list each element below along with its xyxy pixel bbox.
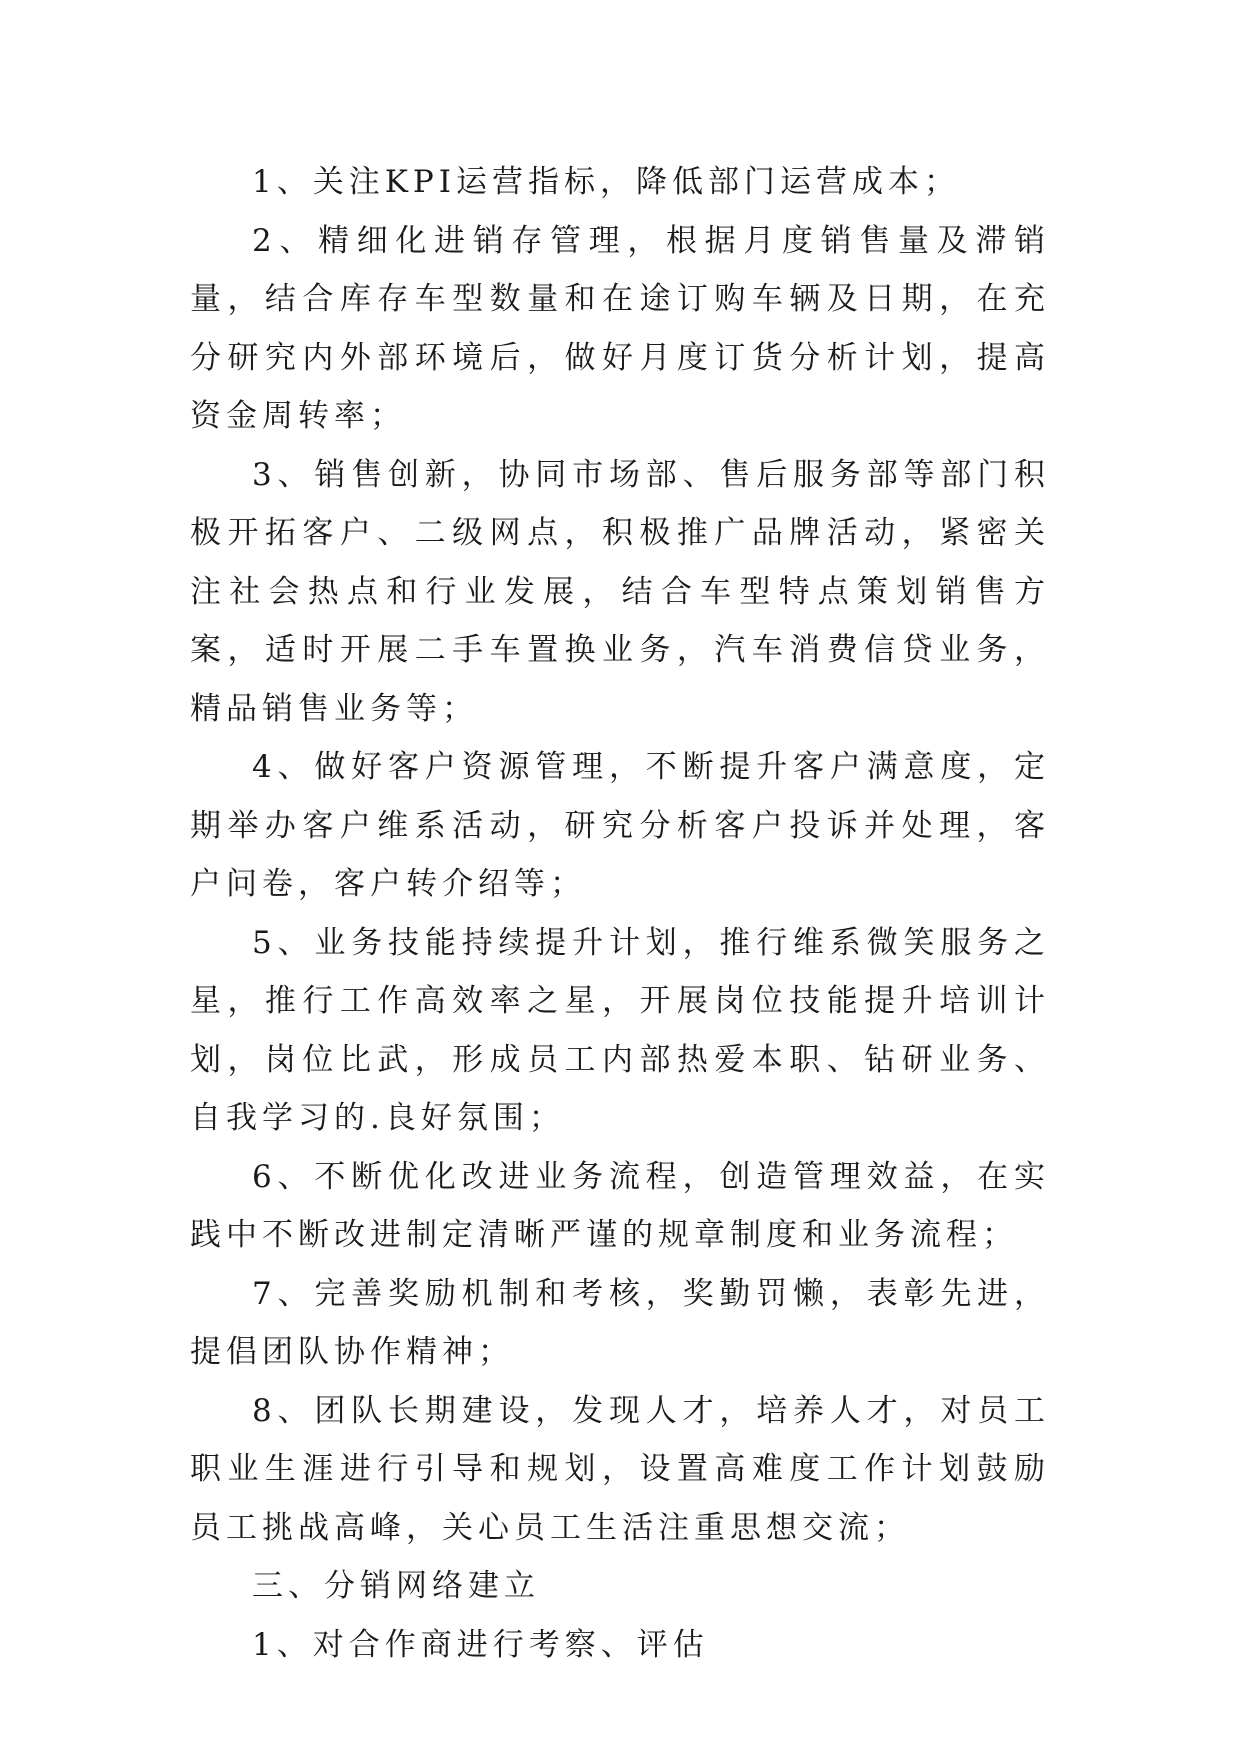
paragraph-item-3: 3、销售创新，协同市场部、售后服务部等部门积极开拓客户、二级网点，积极推广品牌活动，紧密关注社会热点和行业发展，结合车型特点策划销售方案，适时开展二手车置换业务，汽车消费信贷业务，精品销售业务等； bbox=[190, 456, 1050, 727]
paragraph-item-section-1: 1、对合作商进行考察、评估 bbox=[252, 1626, 709, 1663]
paragraph-item-6: 6、不断优化改进业务流程，创造管理效益，在实践中不断改进制定清晰严谨的规章制度和业务流程； bbox=[190, 1158, 1050, 1253]
section-heading: 三、分销网络建立 bbox=[252, 1568, 540, 1604]
document-body bbox=[190, 153, 1050, 1674]
paragraph-item-2: 2、精细化进销存管理，根据月度销售量及滞销量，结合库存车型数量和在途订购车辆及日期，在充分研究内外部环境后，做好月度订货分析计划，提高资金周转率； bbox=[190, 222, 1050, 434]
paragraph-item-1: 1、关注KPI运营指标，降低部门运营成本； bbox=[252, 164, 960, 200]
paragraph-item-4: 4、做好客户资源管理，不断提升客户满意度，定期举办客户维系活动，研究分析客户投诉并处理，客户问卷，客户转介绍等； bbox=[190, 749, 1050, 902]
paragraph-item-7: 7、完善奖励机制和考核，奖勤罚懒，表彰先进，提倡团队协作精神； bbox=[190, 1275, 1050, 1370]
paragraph-item-8: 8、团队长期建设，发现人才，培养人才，对员工职业生涯进行引导和规划，设置高难度工作计划鼓励员工挑战高峰，关心员工生活注重思想交流； bbox=[190, 1392, 1050, 1546]
paragraph-item-5: 5、业务技能持续提升计划，推行维系微笑服务之星，推行工作高效率之星，开展岗位技能提升培训计划，岗位比武，形成员工内部热爱本职、钻研业务、自我学习的.良好氛围； bbox=[190, 924, 1050, 1136]
